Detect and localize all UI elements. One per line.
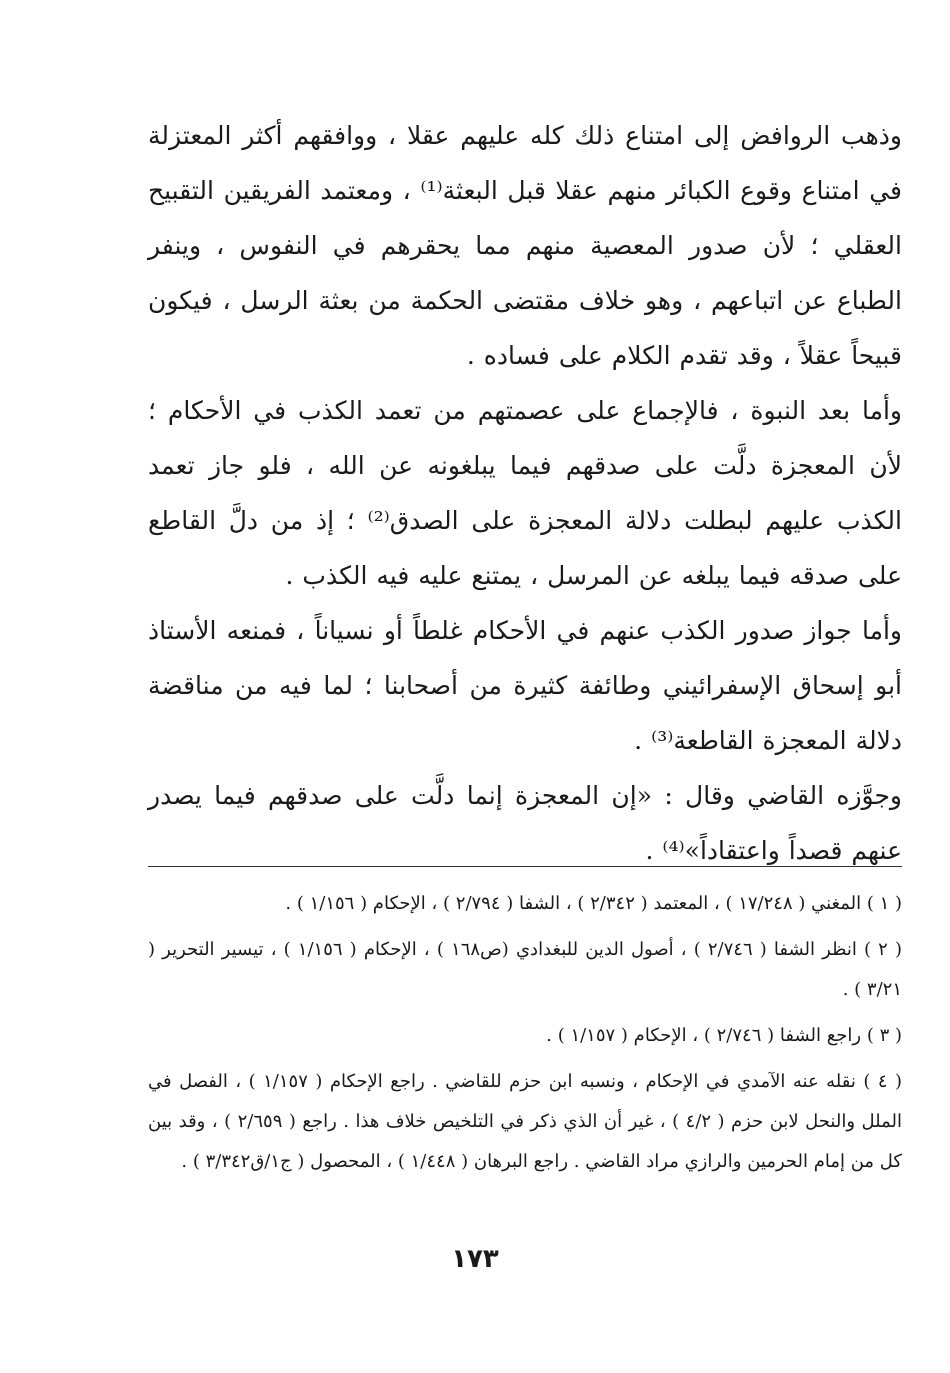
footnote-4: ( ٤ ) نقله عنه الآمدي في الإحكام ، ونسبه ابن حزم للقاضي . راجع الإحكام ( ١/١٥٧ ) ، الفصل في الملل والنحل لابن حزم ( ٤/٢ ) ، غير أن الذي ذكر في التلخيص خلاف هذا . راجع ( ٢/٦٥٩ ) ، وقد بين كل من إمام الحرمين والرازي مراد القاضي . راجع البرهان ( ١/٤٤٨ ) ، المحصول ( ج١/ق٣/٣٤٢ ) . — [148, 1071, 903, 1172]
footnote-2: ( ٢ ) انظر الشفا ( ٢/٧٤٦ ) ، أصول الدين للبغدادي (ص١٦٨ ) ، الإحكام ( ١/١٥٦ ) ، تيسير التحرير ( ٣/٢١ ) . — [148, 939, 902, 1000]
page-number: ١٧٣ — [451, 1244, 499, 1274]
footnotes — [148, 884, 902, 1188]
paragraph-2: وأما بعد النبوة ، فالإجماع على عصمتهم من تعمد الكذب في الأحكام ؛ لأن المعجزة دلَّت على صدقهم فيما يبلغونه عن الله ، فلو جاز تعمد الكذب عليهم لبطلت دلالة المعجزة على الصدق⁽²⁾ ؛ إذ من دلَّ القاطع على صدقه فيما يبلغه عن المرسل ، يمتنع عليه فيه الكذب . — [148, 396, 902, 590]
paragraph-1: وذهب الروافض إلى امتناع ذلك كله عليهم عقلا ، ووافقهم أكثر المعتزلة في امتناع وقوع الكبائر منهم عقلا قبل البعثة⁽¹⁾ ، ومعتمد الفريقين التقبيح العقلي ؛ لأن صدور المعصية منهم مما يحقرهم في النفوس ، وينفر الطباع عن اتباعهم ، وهو خلاف مقتضى الحكمة من بعثة الرسل ، فيكون قبيحاً عقلاً ، وقد تقدم الكلام على فساده . — [148, 121, 902, 370]
paragraph-4: وجوَّزه القاضي وقال : «إن المعجزة إنما دلَّت على صدقهم فيما يصدر عنهم قصداً واعتقاداً»⁽⁴⁾ . — [148, 781, 902, 865]
footnote-divider — [148, 866, 902, 867]
footnote-3: ( ٣ ) راجع الشفا ( ٢/٧٤٦ ) ، الإحكام ( ١/١٥٧ ) . — [546, 1025, 902, 1046]
footnote-1: ( ١ ) المغني ( ١٧/٢٤٨ ) ، المعتمد ( ٢/٣٤٢ ) ، الشفا ( ٢/٧٩٤ ) ، الإحكام ( ١/١٥٦ ) . — [285, 893, 902, 914]
paragraph-3: وأما جواز صدور الكذب عنهم في الأحكام غلطاً أو نسياناً ، فمنعه الأستاذ أبو إسحاق الإسفرائيني وطائفة كثيرة من أصحابنا ؛ لما فيه من مناقضة دلالة المعجزة القاطعة⁽³⁾ . — [148, 616, 902, 755]
main-text — [148, 108, 902, 878]
